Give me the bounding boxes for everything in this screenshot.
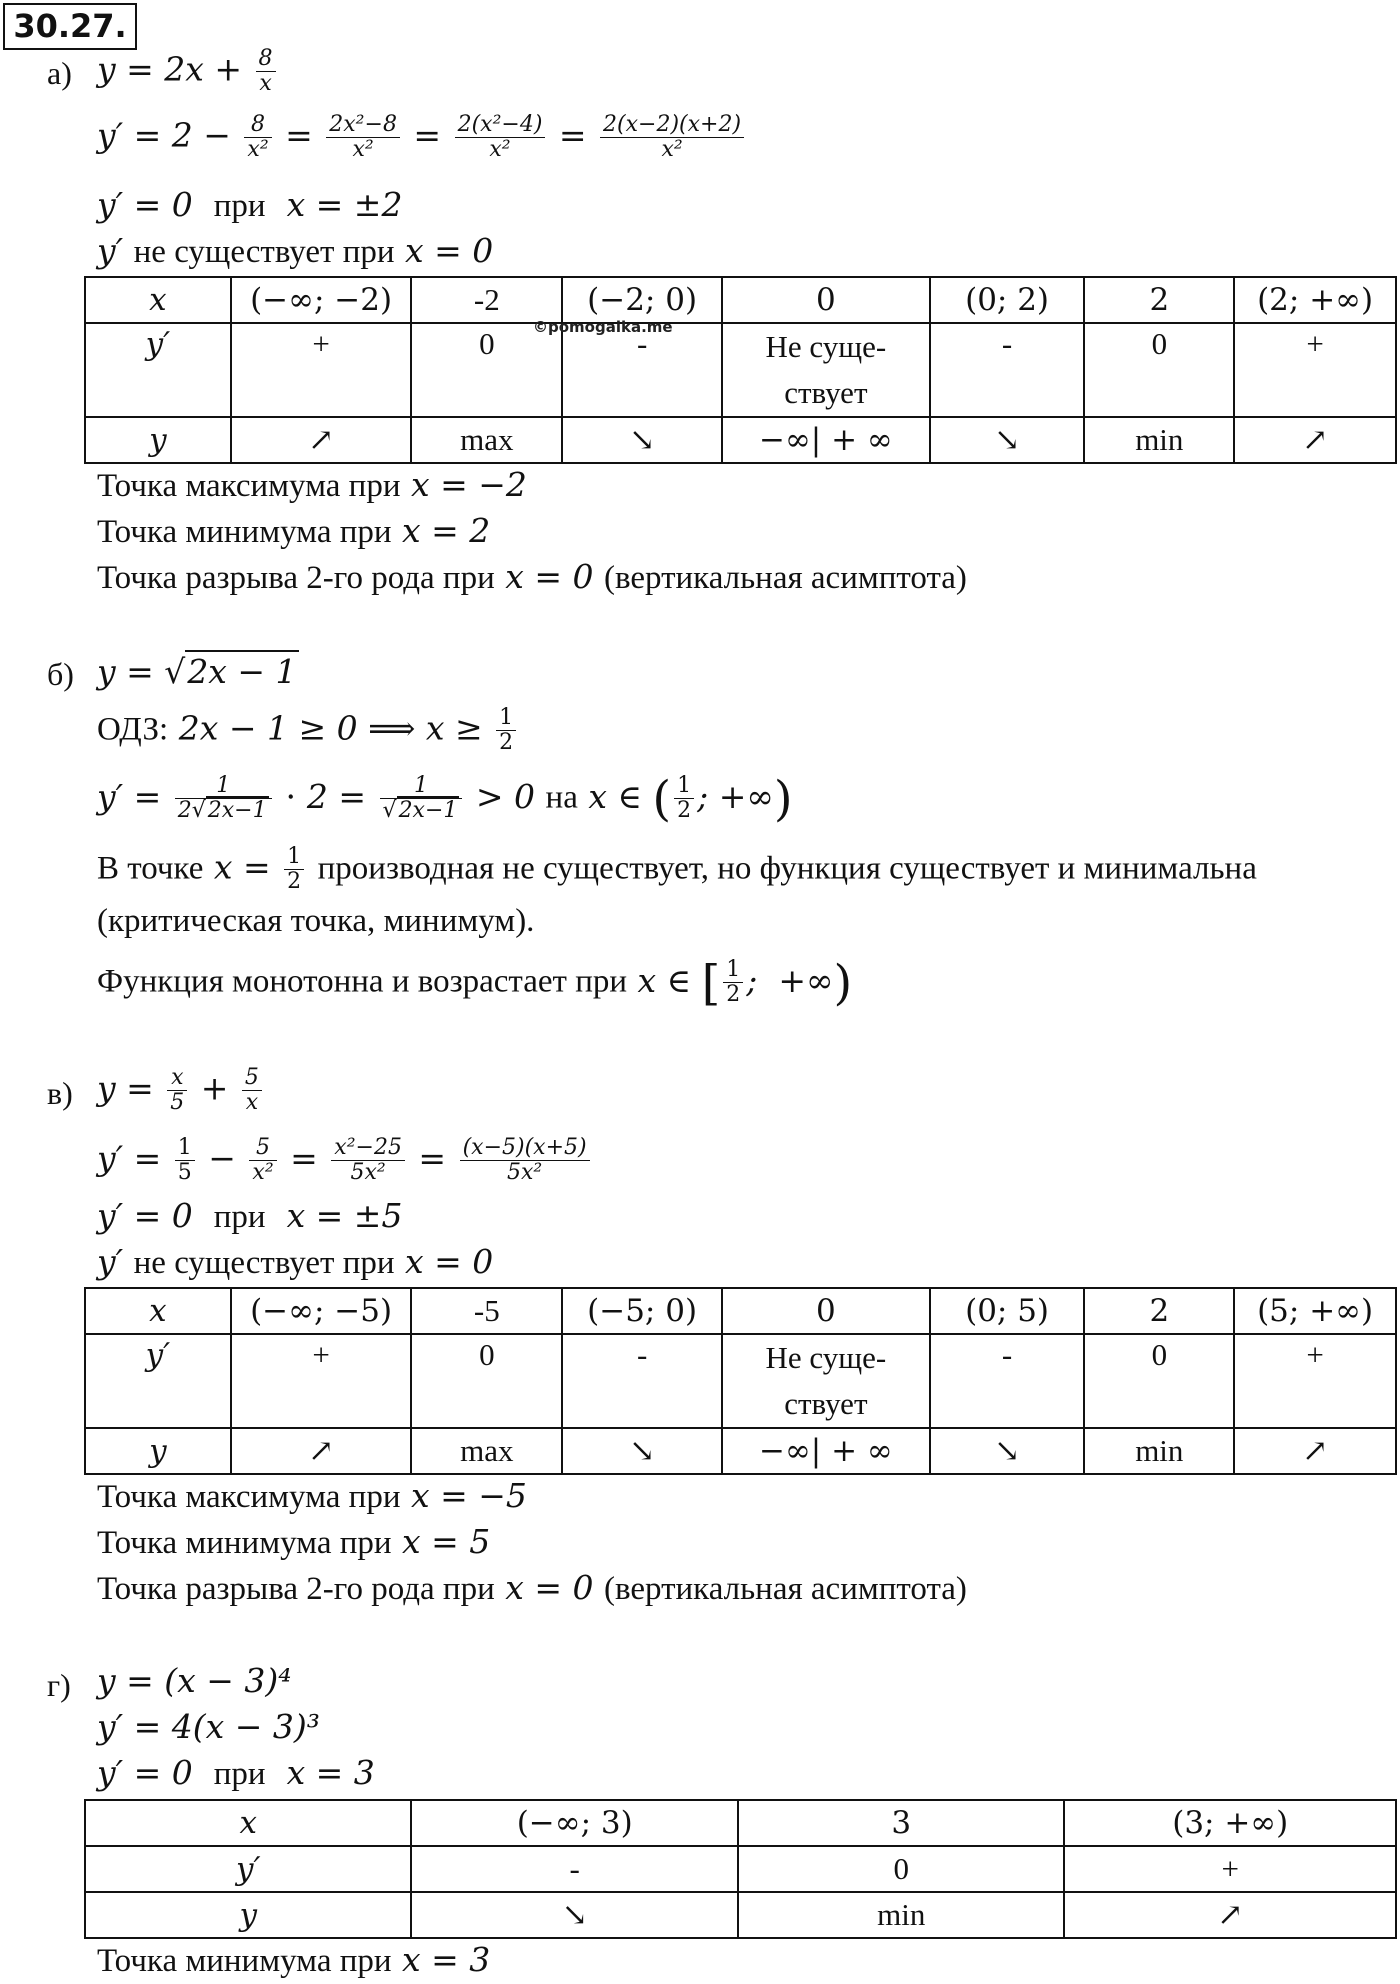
table-cell: ↘ xyxy=(930,1428,1085,1474)
table-header-cell: (0; 2) xyxy=(930,277,1085,323)
table-cell: −∞| + ∞ xyxy=(722,1428,930,1474)
part-v-derivative: y′ = $\frac{1}{5}$ − $\frac{5}{\text{x²}}$ = $\frac{\text{x²−25}}{\text{5x²}}$ = $\frac{(x-5)(x+5)}{\text{5x²}}$ xyxy=(97,1136,593,1185)
table-cell: 0 xyxy=(1084,1334,1234,1428)
part-a-critical: y′ = 0 при x = ±2 xyxy=(97,185,403,224)
table-cell: ↗ xyxy=(1234,417,1396,463)
table-cell: ↘ xyxy=(930,417,1085,463)
part-v-max-point: Точка максимума при x = −5 xyxy=(97,1476,527,1515)
table-cell: Не суще- ствует xyxy=(722,1334,930,1428)
table-cell: ↗ xyxy=(1234,1428,1396,1474)
table-cell: −∞| + ∞ xyxy=(722,417,930,463)
sign-table-a xyxy=(84,276,1397,464)
problem-number: 30.27. xyxy=(3,3,137,50)
table-cell: y′ xyxy=(85,1846,411,1892)
table-header-cell: (5; +∞) xyxy=(1234,1288,1396,1334)
part-a-derivative: y′ = 2 − $\frac{8}{\text{x²}}$ = $\frac{\text{2x²−8}}{\text{x²}}$ = $\frac{\text{2(x²−4)}}{\text{x²}}$ = $\frac{2(x-2)(x+2)}{\text{x²}}$ xyxy=(97,113,747,162)
table-cell: 0 xyxy=(411,1334,562,1428)
table-cell: y xyxy=(85,1428,231,1474)
table-cell: - xyxy=(562,323,722,417)
table-header-cell: x xyxy=(85,277,231,323)
table-cell: + xyxy=(1234,323,1396,417)
table-cell: - xyxy=(562,1334,722,1428)
part-g-function: y = (x − 3)⁴ xyxy=(97,1661,292,1700)
table-cell: Не суще- ствует xyxy=(722,323,930,417)
part-a-max-point: Точка максимума при x = −2 xyxy=(97,465,527,504)
part-b-text-1: В точке x = $\frac{1}{2}$ производная не существует, но функция существует и минимальна xyxy=(97,844,1257,894)
table-cell: ↗ xyxy=(1064,1892,1396,1938)
table-cell: ↘ xyxy=(562,1428,722,1474)
part-g-label: г) xyxy=(47,1667,71,1703)
table-cell: ↗ xyxy=(231,1428,412,1474)
table-cell: ↘ xyxy=(411,1892,738,1938)
part-a-min-point: Точка минимума при x = 2 xyxy=(97,511,491,550)
part-v-discontinuity: Точка разрыва 2-го рода при x = 0 (вертикальная асимптота) xyxy=(97,1568,967,1607)
table-header-cell: 0 xyxy=(722,277,930,323)
part-a-undefined: y′ не существует при x = 0 xyxy=(97,231,494,270)
watermark: ©pomogaika.me xyxy=(533,318,673,336)
table-header-cell: (−5; 0) xyxy=(562,1288,722,1334)
part-a-function: y = 2x + $\frac{8}{x}$ xyxy=(97,47,279,96)
table-cell: 0 xyxy=(738,1846,1064,1892)
table-cell: ↘ xyxy=(562,417,722,463)
sign-table-g xyxy=(84,1799,1397,1939)
table-header-cell: (−∞; −5) xyxy=(231,1288,412,1334)
table-cell: min xyxy=(738,1892,1064,1938)
table-cell: y′ xyxy=(85,1334,231,1428)
part-g-critical: y′ = 0 при x = 3 xyxy=(97,1753,375,1792)
table-cell: 0 xyxy=(1084,323,1234,417)
table-cell: + xyxy=(231,323,412,417)
table-cell: + xyxy=(231,1334,412,1428)
table-cell: - xyxy=(411,1846,738,1892)
table-header-cell: (−∞; −2) xyxy=(231,277,412,323)
table-header-cell: x xyxy=(85,1288,231,1334)
table-cell: + xyxy=(1234,1334,1396,1428)
table-cell: y′ xyxy=(85,323,231,417)
table-cell: min xyxy=(1084,417,1234,463)
part-a-label: а) xyxy=(47,55,72,91)
part-v-label: в) xyxy=(47,1075,73,1111)
part-g-derivative: y′ = 4(x − 3)³ xyxy=(97,1707,320,1746)
part-b-domain: ОДЗ: 2x − 1 ≥ 0 ⟹ x ≥ $\frac{1}{2}$ xyxy=(97,706,519,755)
part-b-text-3: Функция монотонна и возрастает при x ∈ [ $\frac{1}{2}$ ; +∞) xyxy=(97,954,853,1011)
part-v-function: y = $\frac{x}{5}$ + $\frac{5}{x}$ xyxy=(97,1066,265,1115)
table-header-cell: (0; 5) xyxy=(930,1288,1085,1334)
table-header-cell: (3; +∞) xyxy=(1064,1800,1396,1846)
table-header-cell: 2 xyxy=(1084,1288,1234,1334)
part-b-function: y = √2x − 1 xyxy=(97,652,297,691)
part-v-min-point: Точка минимума при x = 5 xyxy=(97,1522,491,1561)
table-header-cell: 2 xyxy=(1084,277,1234,323)
table-cell: - xyxy=(930,1334,1085,1428)
table-header-cell: -5 xyxy=(411,1288,562,1334)
table-cell: 0 xyxy=(411,323,562,417)
table-header-cell: (2; +∞) xyxy=(1234,277,1396,323)
part-b-text-2: (критическая точка, минимум). xyxy=(97,903,535,939)
sign-table-v xyxy=(84,1287,1397,1475)
part-v-critical: y′ = 0 при x = ±5 xyxy=(97,1196,403,1235)
table-cell: + xyxy=(1064,1846,1396,1892)
table-cell: - xyxy=(930,323,1085,417)
part-b-label: б) xyxy=(47,656,74,692)
table-header-cell: (−∞; 3) xyxy=(411,1800,738,1846)
table-header-cell: (−2; 0) xyxy=(562,277,722,323)
table-header-cell: x xyxy=(85,1800,411,1846)
table-cell: min xyxy=(1084,1428,1234,1474)
part-g-min-point: Точка минимума при x = 3 xyxy=(97,1940,491,1979)
table-cell: y xyxy=(85,417,231,463)
table-header-cell: 3 xyxy=(738,1800,1064,1846)
table-cell: ↗ xyxy=(231,417,412,463)
table-header-cell: -2 xyxy=(411,277,562,323)
table-cell: y xyxy=(85,1892,411,1938)
part-v-undefined: y′ не существует при x = 0 xyxy=(97,1242,494,1281)
table-cell: max xyxy=(411,1428,562,1474)
table-cell: max xyxy=(411,417,562,463)
table-header-cell: 0 xyxy=(722,1288,930,1334)
part-a-discontinuity: Точка разрыва 2-го рода при x = 0 (вертикальная асимптота) xyxy=(97,557,967,596)
part-b-derivative: y′ = $\frac{1}{2√2x-1}$ ⋅ 2 = $\frac{1}{√2x-1}$ > 0 на x ∈ ( $\frac{1}{2}$ ; +∞) xyxy=(97,770,793,827)
